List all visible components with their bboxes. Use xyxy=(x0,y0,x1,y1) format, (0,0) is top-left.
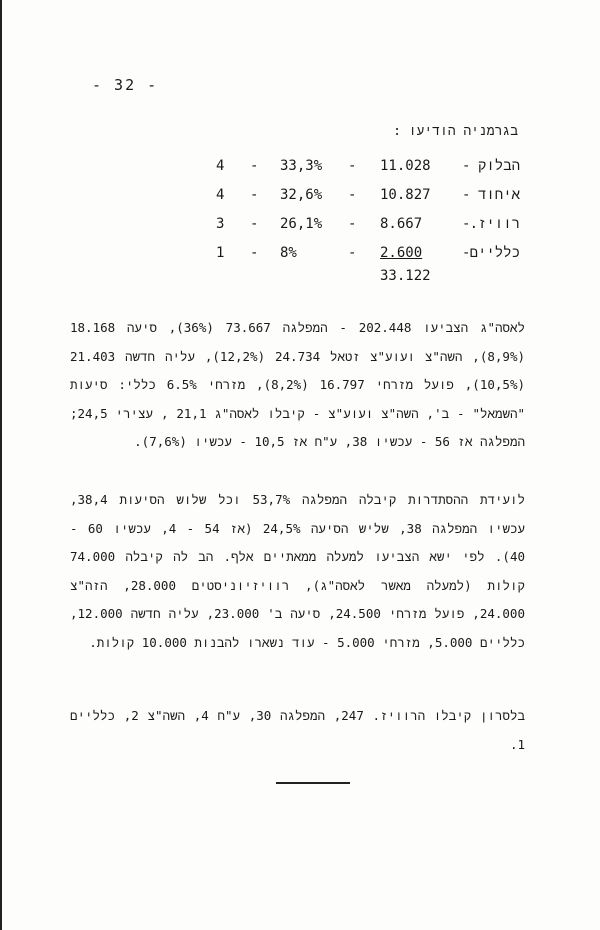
dash: - xyxy=(250,187,259,203)
percent-cell: 8% xyxy=(280,245,297,261)
percent-cell: 26,1% xyxy=(280,216,323,232)
page-left-edge xyxy=(0,0,2,930)
dash: - xyxy=(250,216,259,232)
votes-cell: 8.667 xyxy=(380,216,423,232)
percent-cell: 32,6% xyxy=(280,187,323,203)
percent-cell: 33,3% xyxy=(280,158,323,174)
dash: - xyxy=(348,216,357,232)
votes-total: 33.122 xyxy=(380,268,431,284)
page-number: - 32 - xyxy=(92,76,159,94)
dash: - xyxy=(462,216,471,232)
paragraph-assembly-results: לאסה"ג הצביעו 202.448 - המפלגה 73.667 (36%), סיעה 18.168 (8,9%), השה"צ ועוע"צ זטאל 24.734 (12,2%), עליה חדשה 21.403 (10,5%), פועל מזרחי 16.797 (8,2%), מזרחי 6.5% כללי: סיעות "השמאל" - ב', השה"צ ועוע"צ - קיבלו לאסה"ג 21,1 , עצירי 24,5; המפלגה אז 56 - עכשיו 38, ע"ח אז 10,5 - עכשיו (7,6%). xyxy=(70,320,526,449)
table-row xyxy=(200,216,520,245)
seats-cell: 4 xyxy=(216,187,225,203)
dash: - xyxy=(348,158,357,174)
dash: - xyxy=(348,245,357,261)
table-row xyxy=(200,158,520,187)
table-row xyxy=(200,245,520,274)
section-heading: בגרמניה הודיעו : xyxy=(393,124,518,139)
paragraph-balfron-results: בלסרון קיבלו הרוויז. 247, המפלגה 30, ע"ח 4, השה"צ 2, כלליים 1. xyxy=(70,708,526,752)
dash: - xyxy=(250,245,259,261)
seats-cell: 1 xyxy=(216,245,225,261)
table-row xyxy=(200,187,520,216)
dash: - xyxy=(462,187,471,203)
votes-cell: 10.827 xyxy=(380,187,431,203)
dash: - xyxy=(348,187,357,203)
dash: - xyxy=(462,245,471,261)
results-table xyxy=(200,158,520,274)
party-name-cell: כלליים xyxy=(469,245,520,261)
seats-cell: 4 xyxy=(216,158,225,174)
party-name-cell: הבלוק xyxy=(477,158,520,174)
closing-rule xyxy=(276,782,350,784)
dash: - xyxy=(250,158,259,174)
party-name-cell: רוויז. xyxy=(469,216,520,232)
seats-cell: 3 xyxy=(216,216,225,232)
paragraph-histadrut-results: לועידת ההסתדרות קיבלה המפלגה 53,7% וכל שלוש הסיעות 38,4, עכשיו המפלגה 38, שליש הסיעה 24,5% (אז 54 - 4, עכשיו 60 - 40). לפי ישא הצביעו למעלה ממאתיים אלף. הב לה קיבלה 74.000 קולות (למעלה מאשר לאסה"ג), רוויזיוניסטים 28.000, הזה"צ 24.000, פועל מזרחי 24.500, סיעה ב' 23.000, עליה חדשה 12.000, כלליים 5.000, מזרחי 5.000 - עוד נשארו להבנות 10.000 קולות. xyxy=(70,492,526,650)
dash: - xyxy=(462,158,471,174)
votes-cell: 11.028 xyxy=(380,158,431,174)
party-name-cell: איחוד xyxy=(477,187,520,203)
votes-cell: 2.600 xyxy=(380,245,423,261)
